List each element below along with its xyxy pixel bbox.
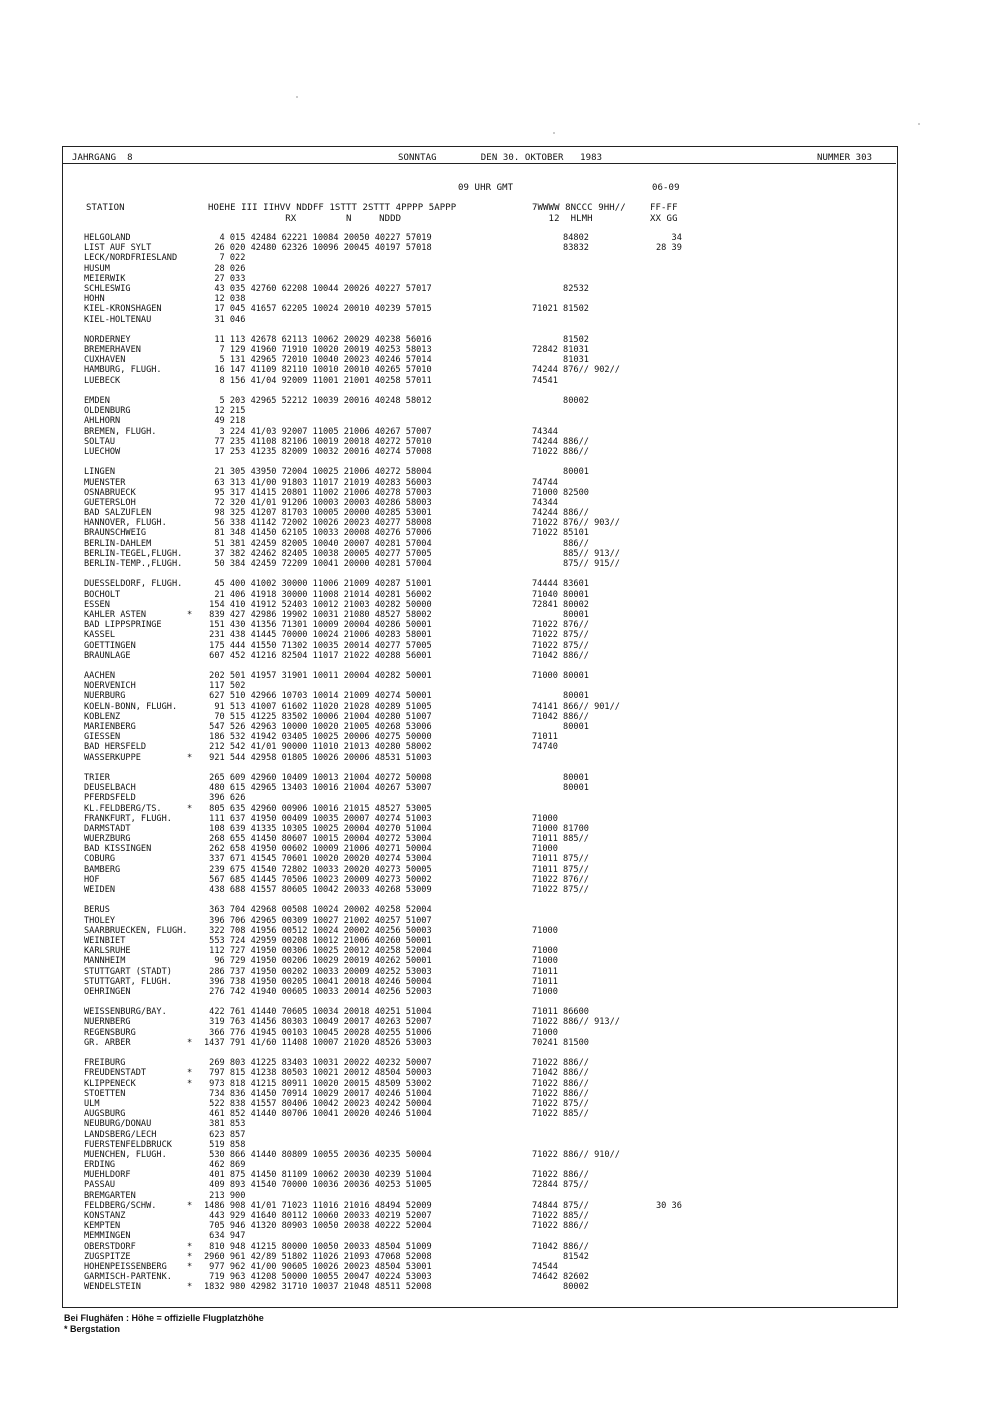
station-name: SAARBRUECKEN, FLUGH. xyxy=(84,925,188,936)
main-observation-codes: 108 639 41335 10305 10025 20004 40270 51004 xyxy=(204,823,432,834)
main-observation-codes: 49 218 xyxy=(204,416,246,427)
station-name: HOHENPEISSENBERG xyxy=(84,1261,167,1272)
synop-weather-codes: 72842 81031 xyxy=(532,345,589,356)
station-name: NEUBURG/DONAU xyxy=(84,1119,152,1130)
synop-weather-codes: 83832 xyxy=(532,243,589,254)
synop-weather-codes: 71000 xyxy=(532,986,558,997)
synop-weather-codes: 71022 875// xyxy=(532,640,589,651)
main-observation-codes: 797 815 41238 80503 10021 20012 48504 50003 xyxy=(204,1068,432,1079)
main-observation-codes: 973 818 41215 80911 10020 20015 48509 53002 xyxy=(204,1078,432,1089)
station-name: KOBLENZ xyxy=(84,711,121,722)
main-observation-codes: 56 338 41142 72002 10026 20023 40277 58008 xyxy=(204,518,432,529)
main-observation-codes: 2960 961 42/89 51802 11026 21093 47068 52008 xyxy=(204,1251,432,1262)
main-observation-codes: 977 962 41/00 90605 10026 20023 48504 53001 xyxy=(204,1261,432,1272)
synop-weather-codes: 71000 xyxy=(532,925,558,936)
main-observation-codes: 567 685 41445 70506 10023 20009 40273 50002 xyxy=(204,874,432,885)
station-name: TRIER xyxy=(84,772,110,783)
column-header-synop-1: 7WWWW 8NCCC 9HH// xyxy=(532,203,626,213)
synop-weather-codes: 885// 913// xyxy=(532,548,620,559)
main-observation-codes: 409 893 41540 70000 10036 20036 40253 51005 xyxy=(204,1180,432,1191)
synop-weather-codes: 71022 876// 903// xyxy=(532,518,620,529)
synop-weather-codes: 71000 xyxy=(532,956,558,967)
main-observation-codes: 438 688 41557 80605 10042 20033 40268 53009 xyxy=(204,885,432,895)
main-observation-codes: 265 609 42960 10409 10013 21004 40272 50008 xyxy=(204,772,432,783)
station-name: COBURG xyxy=(84,854,116,865)
main-observation-codes: 319 763 41456 80303 10049 20017 40263 52007 xyxy=(204,1017,432,1028)
station-name: GARMISCH-PARTENK. xyxy=(84,1272,172,1283)
main-observation-codes: 21 406 41918 30000 11008 21014 40281 56002 xyxy=(204,589,432,600)
main-observation-codes: 43 035 42760 62208 10044 20026 40227 57017 xyxy=(204,283,432,294)
station-name: FELDBERG/SCHW. xyxy=(84,1200,157,1211)
station-name: HANNOVER, FLUGH. xyxy=(84,518,167,529)
synop-weather-codes: 71011 xyxy=(532,976,558,987)
main-observation-codes: 276 742 41940 00605 10033 20014 40256 52003 xyxy=(204,986,432,997)
synop-weather-codes: 74844 875// xyxy=(532,1200,589,1211)
synop-weather-codes: 80001 xyxy=(532,783,589,794)
main-observation-codes: 7 129 41960 71910 10020 20019 40253 58013 xyxy=(204,345,432,356)
main-observation-codes: 175 444 41550 71302 10035 20014 40277 57005 xyxy=(204,640,432,651)
synop-weather-codes: 71022 886// xyxy=(532,1088,589,1099)
station-name: LUECHOW xyxy=(84,446,121,457)
mountain-station-flag: * xyxy=(187,752,193,763)
main-observation-codes: 26 020 42480 62326 10096 20045 40197 57018 xyxy=(204,243,432,254)
station-name: LIST AUF SYLT xyxy=(84,243,152,254)
main-observation-codes: 422 761 41440 70605 10034 20018 40251 51004 xyxy=(204,1007,432,1018)
synop-weather-codes: 71022 875// xyxy=(532,885,589,895)
synop-weather-codes: 74141 866// 901// xyxy=(532,701,620,712)
synop-weather-codes: 72844 875// xyxy=(532,1180,589,1191)
synop-weather-codes: 71042 886// xyxy=(532,1068,589,1079)
station-name: LUEBECK xyxy=(84,375,121,386)
synop-weather-codes: 71022 85101 xyxy=(532,528,589,539)
station-name: BAD LIPPSPRINGE xyxy=(84,620,162,631)
station-name: GOETTINGEN xyxy=(84,640,136,651)
station-name: MARIENBERG xyxy=(84,722,136,732)
synop-weather-codes: 71022 886// xyxy=(532,1058,589,1069)
mountain-station-flag: * xyxy=(187,1241,193,1252)
station-name: KLIPPENECK xyxy=(84,1078,136,1089)
station-name: CUXHAVEN xyxy=(84,355,126,366)
synop-weather-codes: 71022 876// xyxy=(532,874,589,885)
station-name: WEIDEN xyxy=(84,885,116,895)
station-name: BREMGARTEN xyxy=(84,1190,136,1201)
synop-weather-codes: 81502 xyxy=(532,334,589,345)
synop-weather-codes: 71022 876// xyxy=(532,620,589,631)
report-date: SONNTAG DEN 30. OKTOBER 1983 xyxy=(398,153,603,163)
station-name: FRANKFURT, FLUGH. xyxy=(84,813,172,824)
main-observation-codes: 3 224 41/03 92007 11005 21006 40267 57007 xyxy=(204,426,432,437)
main-observation-codes: 231 438 41445 70000 10024 21006 40283 58001 xyxy=(204,630,432,641)
main-observation-codes: 519 858 xyxy=(204,1139,246,1150)
main-observation-codes: 98 325 41207 81703 10005 20000 40285 53001 xyxy=(204,508,432,519)
station-name: GIESSEN xyxy=(84,732,121,743)
synop-weather-codes: 81542 xyxy=(532,1251,589,1262)
station-name: NOERVENICH xyxy=(84,681,136,692)
synop-weather-codes: 80001 xyxy=(532,467,589,478)
station-name: SCHLESWIG xyxy=(84,283,131,294)
station-name: HOHN xyxy=(84,294,105,305)
station-name: EMDEN xyxy=(84,396,110,406)
main-observation-codes: 921 544 42958 01805 10026 20006 48531 51003 xyxy=(204,752,432,763)
main-observation-codes: 269 803 41225 83403 10031 20022 40232 50007 xyxy=(204,1058,432,1069)
main-observation-codes: 17 253 41235 82009 10032 20016 40274 57008 xyxy=(204,446,432,457)
footnote-mountain-station: * Bergstation xyxy=(64,1324,121,1334)
station-name: THOLEY xyxy=(84,915,116,926)
main-observation-codes: 337 671 41545 70601 10020 20020 40274 53004 xyxy=(204,854,432,865)
column-header-wind-1: FF-FF xyxy=(650,203,678,213)
station-name: HELGOLAND xyxy=(84,233,131,243)
station-name: AHLHORN xyxy=(84,416,121,427)
station-name: KOELN-BONN, FLUGH. xyxy=(84,701,178,712)
synop-weather-codes: 80001 xyxy=(532,722,589,732)
main-observation-codes: 5 203 42965 52212 10039 20016 40248 58012 xyxy=(204,396,432,406)
station-name: HOF xyxy=(84,874,100,885)
synop-weather-codes: 74344 xyxy=(532,426,558,437)
station-name: HAMBURG, FLUGH. xyxy=(84,365,162,376)
main-observation-codes: 12 215 xyxy=(204,406,246,417)
synop-weather-codes: 71022 885// xyxy=(532,1211,589,1221)
main-observation-codes: 547 526 42963 10000 10020 21005 40268 53006 xyxy=(204,722,432,732)
station-name: ZUGSPITZE xyxy=(84,1251,131,1262)
mountain-station-flag: * xyxy=(187,1078,193,1089)
main-observation-codes: 268 655 41450 80607 10015 20004 40272 53004 xyxy=(204,834,432,845)
synop-weather-codes: 71022 875// xyxy=(532,630,589,641)
mountain-station-flag: * xyxy=(187,1282,193,1293)
main-observation-codes: 396 706 42965 00309 10027 21002 40257 51007 xyxy=(204,915,432,926)
main-observation-codes: 1437 791 41/60 11408 10007 21020 48526 53003 xyxy=(204,1037,432,1048)
wind-time-range: 06-09 xyxy=(652,183,680,193)
station-name: PASSAU xyxy=(84,1180,116,1191)
main-observation-codes: 810 948 41215 80000 10050 20033 48504 51009 xyxy=(204,1241,432,1252)
main-observation-codes: 705 946 41320 80903 10050 20038 40222 52004 xyxy=(204,1221,432,1232)
main-observation-codes: 634 947 xyxy=(204,1231,246,1242)
synop-weather-codes: 74541 xyxy=(532,375,558,386)
station-name: AUGSBURG xyxy=(84,1109,126,1120)
synop-weather-codes: 80001 xyxy=(532,609,589,620)
station-name: ESSEN xyxy=(84,599,110,610)
station-name: KL.FELDBERG/TS. xyxy=(84,803,162,814)
main-observation-codes: 719 963 41208 50000 10055 20047 40224 53003 xyxy=(204,1272,432,1283)
station-name: ULM xyxy=(84,1098,100,1109)
station-name: DEUSELBACH xyxy=(84,783,136,794)
column-header-wind-2: XX GG xyxy=(650,214,678,224)
main-observation-codes: 530 866 41440 80809 10055 20036 40235 50004 xyxy=(204,1149,432,1160)
station-name: STUTTGART, FLUGH. xyxy=(84,976,172,987)
synop-weather-codes: 71011 875// xyxy=(532,864,589,875)
synop-weather-codes: 74740 xyxy=(532,742,558,753)
synop-weather-codes: 71011 885// xyxy=(532,834,589,845)
scan-speck xyxy=(918,123,920,125)
synop-weather-codes: 71040 80001 xyxy=(532,589,589,600)
main-observation-codes: 627 510 42966 10703 10014 21009 40274 50001 xyxy=(204,691,432,702)
station-name: KASSEL xyxy=(84,630,116,641)
station-name: STOETTEN xyxy=(84,1088,126,1099)
station-name: BERUS xyxy=(84,905,110,916)
main-observation-codes: 50 384 42459 72209 10041 20000 40281 57004 xyxy=(204,559,432,569)
synop-weather-codes: 80002 xyxy=(532,396,589,406)
main-observation-codes: 734 836 41450 70914 10029 20017 40246 51004 xyxy=(204,1088,432,1099)
mountain-station-flag: * xyxy=(187,1261,193,1272)
footnote-airports: Bei Flughäfen : Höhe = offizielle Flugplatzhöhe xyxy=(64,1313,264,1323)
station-name: BERLIN-DAHLEM xyxy=(84,538,152,549)
station-name: BAD HERSFELD xyxy=(84,742,147,753)
mountain-station-flag: * xyxy=(187,609,193,620)
synop-weather-codes: 71011 86600 xyxy=(532,1007,589,1018)
column-header-synop-2: 12 HLMH xyxy=(532,214,593,224)
station-name: LINGEN xyxy=(84,467,116,478)
synop-weather-codes: 71042 886// xyxy=(532,711,589,722)
station-name: HUSUM xyxy=(84,263,110,274)
synop-weather-codes: 71000 82500 xyxy=(532,487,589,498)
main-observation-codes: 262 658 41950 00602 10009 21006 40271 50004 xyxy=(204,844,432,855)
main-observation-codes: 553 724 42959 00208 10012 21006 40260 50001 xyxy=(204,935,432,946)
synop-weather-codes: 74744 xyxy=(532,477,558,488)
main-observation-codes: 12 038 xyxy=(204,294,246,305)
synop-weather-codes: 80002 xyxy=(532,1282,589,1293)
scan-speck xyxy=(553,132,555,134)
main-observation-codes: 4 015 42484 62221 10084 20050 40227 57019 xyxy=(204,233,432,243)
column-header-main-2: RX N NDDD xyxy=(208,214,402,224)
station-name: DUESSELDORF, FLUGH. xyxy=(84,579,183,590)
station-name: MUENSTER xyxy=(84,477,126,488)
station-name: KONSTANZ xyxy=(84,1211,126,1221)
main-observation-codes: 8 156 41/04 92009 11001 21001 40258 57011 xyxy=(204,375,432,386)
main-observation-codes: 443 929 41640 80112 10060 20033 40219 52007 xyxy=(204,1211,432,1221)
station-name: KIEL-HOLTENAU xyxy=(84,314,152,325)
synop-weather-codes: 71011 875// xyxy=(532,854,589,865)
main-observation-codes: 37 382 42462 82405 10038 20005 40277 57005 xyxy=(204,548,432,559)
main-observation-codes: 154 410 41912 52403 10012 21003 40282 50000 xyxy=(204,599,432,610)
station-name: ERDING xyxy=(84,1160,116,1171)
synop-weather-codes: 71000 80001 xyxy=(532,671,589,682)
main-observation-codes: 5 131 42965 72010 10040 20023 40246 57014 xyxy=(204,355,432,366)
main-observation-codes: 96 729 41950 00206 10029 20019 40262 50001 xyxy=(204,956,432,967)
main-observation-codes: 16 147 41109 82110 10010 20010 40265 57010 xyxy=(204,365,432,376)
synop-weather-codes: 71000 xyxy=(532,813,558,824)
synop-weather-codes: 71000 xyxy=(532,946,558,957)
station-name: MUEHLDORF xyxy=(84,1170,131,1181)
synop-weather-codes: 71011 xyxy=(532,732,558,743)
synop-weather-codes: 74244 886// xyxy=(532,436,589,447)
station-name: KARLSRUHE xyxy=(84,946,131,957)
station-name: BAD KISSINGEN xyxy=(84,844,152,855)
station-name: LECK/NORDFRIESLAND xyxy=(84,253,178,264)
station-name: OLDENBURG xyxy=(84,406,131,417)
main-observation-codes: 480 615 42965 13403 10016 21004 40267 53007 xyxy=(204,783,432,794)
main-observation-codes: 213 900 xyxy=(204,1190,246,1201)
station-name: WASSERKUPPE xyxy=(84,752,141,763)
main-observation-codes: 117 502 xyxy=(204,681,246,692)
station-name: LANDSBERG/LECH xyxy=(84,1129,157,1140)
jahrgang-label: JAHRGANG 8 xyxy=(72,153,133,163)
station-name: SOLTAU xyxy=(84,436,116,447)
main-observation-codes: 239 675 41540 72802 10033 20020 40273 50005 xyxy=(204,864,432,875)
main-observation-codes: 839 427 42986 19902 10031 21080 48527 58002 xyxy=(204,609,432,620)
synop-weather-codes: 71011 xyxy=(532,966,558,977)
main-observation-codes: 95 317 41415 20801 11002 21006 40278 57003 xyxy=(204,487,432,498)
main-observation-codes: 202 501 41957 31901 10011 20004 40282 50001 xyxy=(204,671,432,682)
main-observation-codes: 322 708 41956 00512 10024 20002 40256 50003 xyxy=(204,925,432,936)
main-observation-codes: 51 381 42459 82005 10040 20007 40281 57004 xyxy=(204,538,432,549)
station-name: BOCHOLT xyxy=(84,589,121,600)
synop-weather-codes: 71022 886// xyxy=(532,446,589,457)
synop-weather-codes: 71042 886// xyxy=(532,1241,589,1252)
main-observation-codes: 31 046 xyxy=(204,314,246,325)
main-observation-codes: 286 737 41950 00202 10033 20009 40252 53003 xyxy=(204,966,432,977)
scan-speck xyxy=(296,96,298,98)
station-name: KEMPTEN xyxy=(84,1221,121,1232)
station-name: DARMSTADT xyxy=(84,823,131,834)
synop-weather-codes: 84802 xyxy=(532,233,589,243)
main-observation-codes: 77 235 41108 82106 10019 20018 40272 57010 xyxy=(204,436,432,447)
synop-weather-codes: 71022 885// xyxy=(532,1109,589,1120)
main-observation-codes: 186 532 41942 03405 10025 20006 40275 50000 xyxy=(204,732,432,743)
station-name: REGENSBURG xyxy=(84,1027,136,1038)
observation-time: 09 UHR GMT xyxy=(458,183,514,193)
table-frame xyxy=(62,146,898,1308)
synop-weather-codes: 74642 82602 xyxy=(532,1272,589,1283)
main-observation-codes: 522 838 41557 80406 10042 20023 40242 50004 xyxy=(204,1098,432,1109)
station-name: WEINBIET xyxy=(84,935,126,946)
main-observation-codes: 623 857 xyxy=(204,1129,246,1140)
mountain-station-flag: * xyxy=(187,1200,193,1211)
station-name: KIEL-KRONSHAGEN xyxy=(84,304,162,315)
column-header-main-1: HOEHE III IIHVV NDDFF 1STTT 2STTT 4PPPP 5APPP xyxy=(208,203,457,213)
station-name: GUETERSLOH xyxy=(84,497,136,508)
main-observation-codes: 112 727 41950 00306 10025 20012 40258 52004 xyxy=(204,946,432,957)
column-header-station: STATION xyxy=(86,203,125,213)
station-name: MANNHEIM xyxy=(84,956,126,967)
synop-weather-codes: 71000 xyxy=(532,1027,558,1038)
main-observation-codes: 70 515 41225 83502 10006 21004 40280 51007 xyxy=(204,711,432,722)
main-observation-codes: 396 738 41950 00205 10041 20018 40246 50004 xyxy=(204,976,432,987)
station-name: OEHRINGEN xyxy=(84,986,131,997)
station-name: WENDELSTEIN xyxy=(84,1282,141,1293)
synop-weather-codes: 74344 xyxy=(532,497,558,508)
station-name: BERLIN-TEMP.,FLUGH. xyxy=(84,559,183,569)
station-name: MEMMINGEN xyxy=(84,1231,131,1242)
station-name: BRAUNSCHWEIG xyxy=(84,528,147,539)
synop-weather-codes: 71022 886// xyxy=(532,1221,589,1232)
synop-weather-codes: 71021 81502 xyxy=(532,304,589,315)
main-observation-codes: 91 513 41007 61602 11020 21028 40289 51005 xyxy=(204,701,432,712)
main-observation-codes: 21 305 43950 72004 10025 21006 40272 58004 xyxy=(204,467,432,478)
mountain-station-flag: * xyxy=(187,1251,193,1262)
main-observation-codes: 366 776 41945 00103 10045 20028 40255 51006 xyxy=(204,1027,432,1038)
synop-weather-codes: 81031 xyxy=(532,355,589,366)
main-observation-codes: 805 635 42960 00906 10016 21015 48527 53005 xyxy=(204,803,432,814)
wind-gust-codes: 28 39 xyxy=(656,243,682,254)
station-name: BREMERHAVEN xyxy=(84,345,141,356)
station-name: PFERDSFELD xyxy=(84,793,136,804)
station-name: STUTTGART (STADT) xyxy=(84,966,172,977)
synop-weather-codes: 886// xyxy=(532,538,589,549)
synop-weather-codes: 74244 886// xyxy=(532,508,589,519)
synop-weather-codes: 71022 886// xyxy=(532,1078,589,1089)
synop-weather-codes: 82532 xyxy=(532,283,589,294)
synop-weather-codes: 74444 83601 xyxy=(532,579,589,590)
main-observation-codes: 1486 908 41/01 71023 11016 21016 48494 52009 xyxy=(204,1200,432,1211)
station-name: MEIERWIK xyxy=(84,273,126,284)
station-name: FREUDENSTADT xyxy=(84,1068,147,1079)
station-name: OBERSTDORF xyxy=(84,1241,136,1252)
station-name: NUERBURG xyxy=(84,691,126,702)
synop-weather-codes: 74244 876// 902// xyxy=(532,365,620,376)
main-observation-codes: 396 626 xyxy=(204,793,246,804)
main-observation-codes: 28 026 xyxy=(204,263,246,274)
main-observation-codes: 401 875 41450 81109 10062 20030 40239 51004 xyxy=(204,1170,432,1181)
mountain-station-flag: * xyxy=(187,803,193,814)
synop-weather-codes: 71000 81700 xyxy=(532,823,589,834)
wind-gust-codes: 30 36 xyxy=(656,1200,682,1211)
station-name: WUERZBURG xyxy=(84,834,131,845)
synop-weather-codes: 71000 xyxy=(532,844,558,855)
synop-weather-codes: 71022 886// 913// xyxy=(532,1017,620,1028)
main-observation-codes: 461 852 41440 80706 10041 20020 40246 51004 xyxy=(204,1109,432,1120)
station-name: BREMEN, FLUGH. xyxy=(84,426,157,437)
synop-weather-codes: 71042 886// xyxy=(532,650,589,661)
main-observation-codes: 462 869 xyxy=(204,1160,246,1171)
main-observation-codes: 11 113 42678 62113 10062 20029 40238 56016 xyxy=(204,334,432,345)
main-observation-codes: 7 022 xyxy=(204,253,246,264)
synop-weather-codes: 70241 81500 xyxy=(532,1037,589,1048)
station-name: BAMBERG xyxy=(84,864,121,875)
main-observation-codes: 363 704 42968 00508 10024 20002 40258 52004 xyxy=(204,905,432,916)
station-name: OSNABRUECK xyxy=(84,487,136,498)
station-name: KAHLER ASTEN xyxy=(84,609,147,620)
synop-weather-codes: 71022 886// 910// xyxy=(532,1149,620,1160)
station-name: BRAUNLAGE xyxy=(84,650,131,661)
main-observation-codes: 381 853 xyxy=(204,1119,246,1130)
station-name: MUENCHEN, FLUGH. xyxy=(84,1149,167,1160)
mountain-station-flag: * xyxy=(187,1037,193,1048)
station-name: NORDERNEY xyxy=(84,334,131,345)
main-observation-codes: 72 320 41/01 91206 10003 20003 40286 58003 xyxy=(204,497,432,508)
wind-gust-codes: 34 xyxy=(656,233,682,243)
synop-weather-codes: 80001 xyxy=(532,691,589,702)
main-observation-codes: 27 033 xyxy=(204,273,246,284)
synop-weather-codes: 72841 80002 xyxy=(532,599,589,610)
station-name: GR. ARBER xyxy=(84,1037,131,1048)
synop-weather-codes: 80001 xyxy=(532,772,589,783)
main-observation-codes: 17 045 41657 62205 10024 20010 40239 57015 xyxy=(204,304,432,315)
main-observation-codes: 81 348 41450 62105 10033 20008 40276 57006 xyxy=(204,528,432,539)
synop-weather-codes: 71022 875// xyxy=(532,1098,589,1109)
main-observation-codes: 1832 980 42982 31710 10037 21048 48511 52008 xyxy=(204,1282,432,1293)
station-name: NUERNBERG xyxy=(84,1017,131,1028)
station-name: FUERSTENFELDBRUCK xyxy=(84,1139,172,1150)
main-observation-codes: 63 313 41/00 91803 11017 21019 40283 56003 xyxy=(204,477,432,488)
main-observation-codes: 151 430 41356 71301 10009 20004 40286 50001 xyxy=(204,620,432,631)
main-observation-codes: 607 452 41216 82504 11017 21022 40288 56001 xyxy=(204,650,432,661)
mountain-station-flag: * xyxy=(187,1068,193,1079)
synop-weather-codes: 74544 xyxy=(532,1261,558,1272)
main-observation-codes: 45 400 41002 30000 11006 21009 40287 51001 xyxy=(204,579,432,590)
footnotes xyxy=(64,1313,264,1335)
station-name: BAD SALZUFLEN xyxy=(84,508,152,519)
station-name: FREIBURG xyxy=(84,1058,126,1069)
main-observation-codes: 212 542 41/01 90000 11010 21013 40280 58002 xyxy=(204,742,432,753)
station-name: WEISSENBURG/BAY. xyxy=(84,1007,167,1018)
synop-weather-codes: 71022 886// xyxy=(532,1170,589,1181)
issue-number: NUMMER 303 xyxy=(817,153,873,163)
station-name: BERLIN-TEGEL,FLUGH. xyxy=(84,548,183,559)
station-name: AACHEN xyxy=(84,671,116,682)
synop-weather-codes: 875// 915// xyxy=(532,559,620,569)
main-observation-codes: 111 637 41950 00409 10035 20007 40274 51003 xyxy=(204,813,432,824)
